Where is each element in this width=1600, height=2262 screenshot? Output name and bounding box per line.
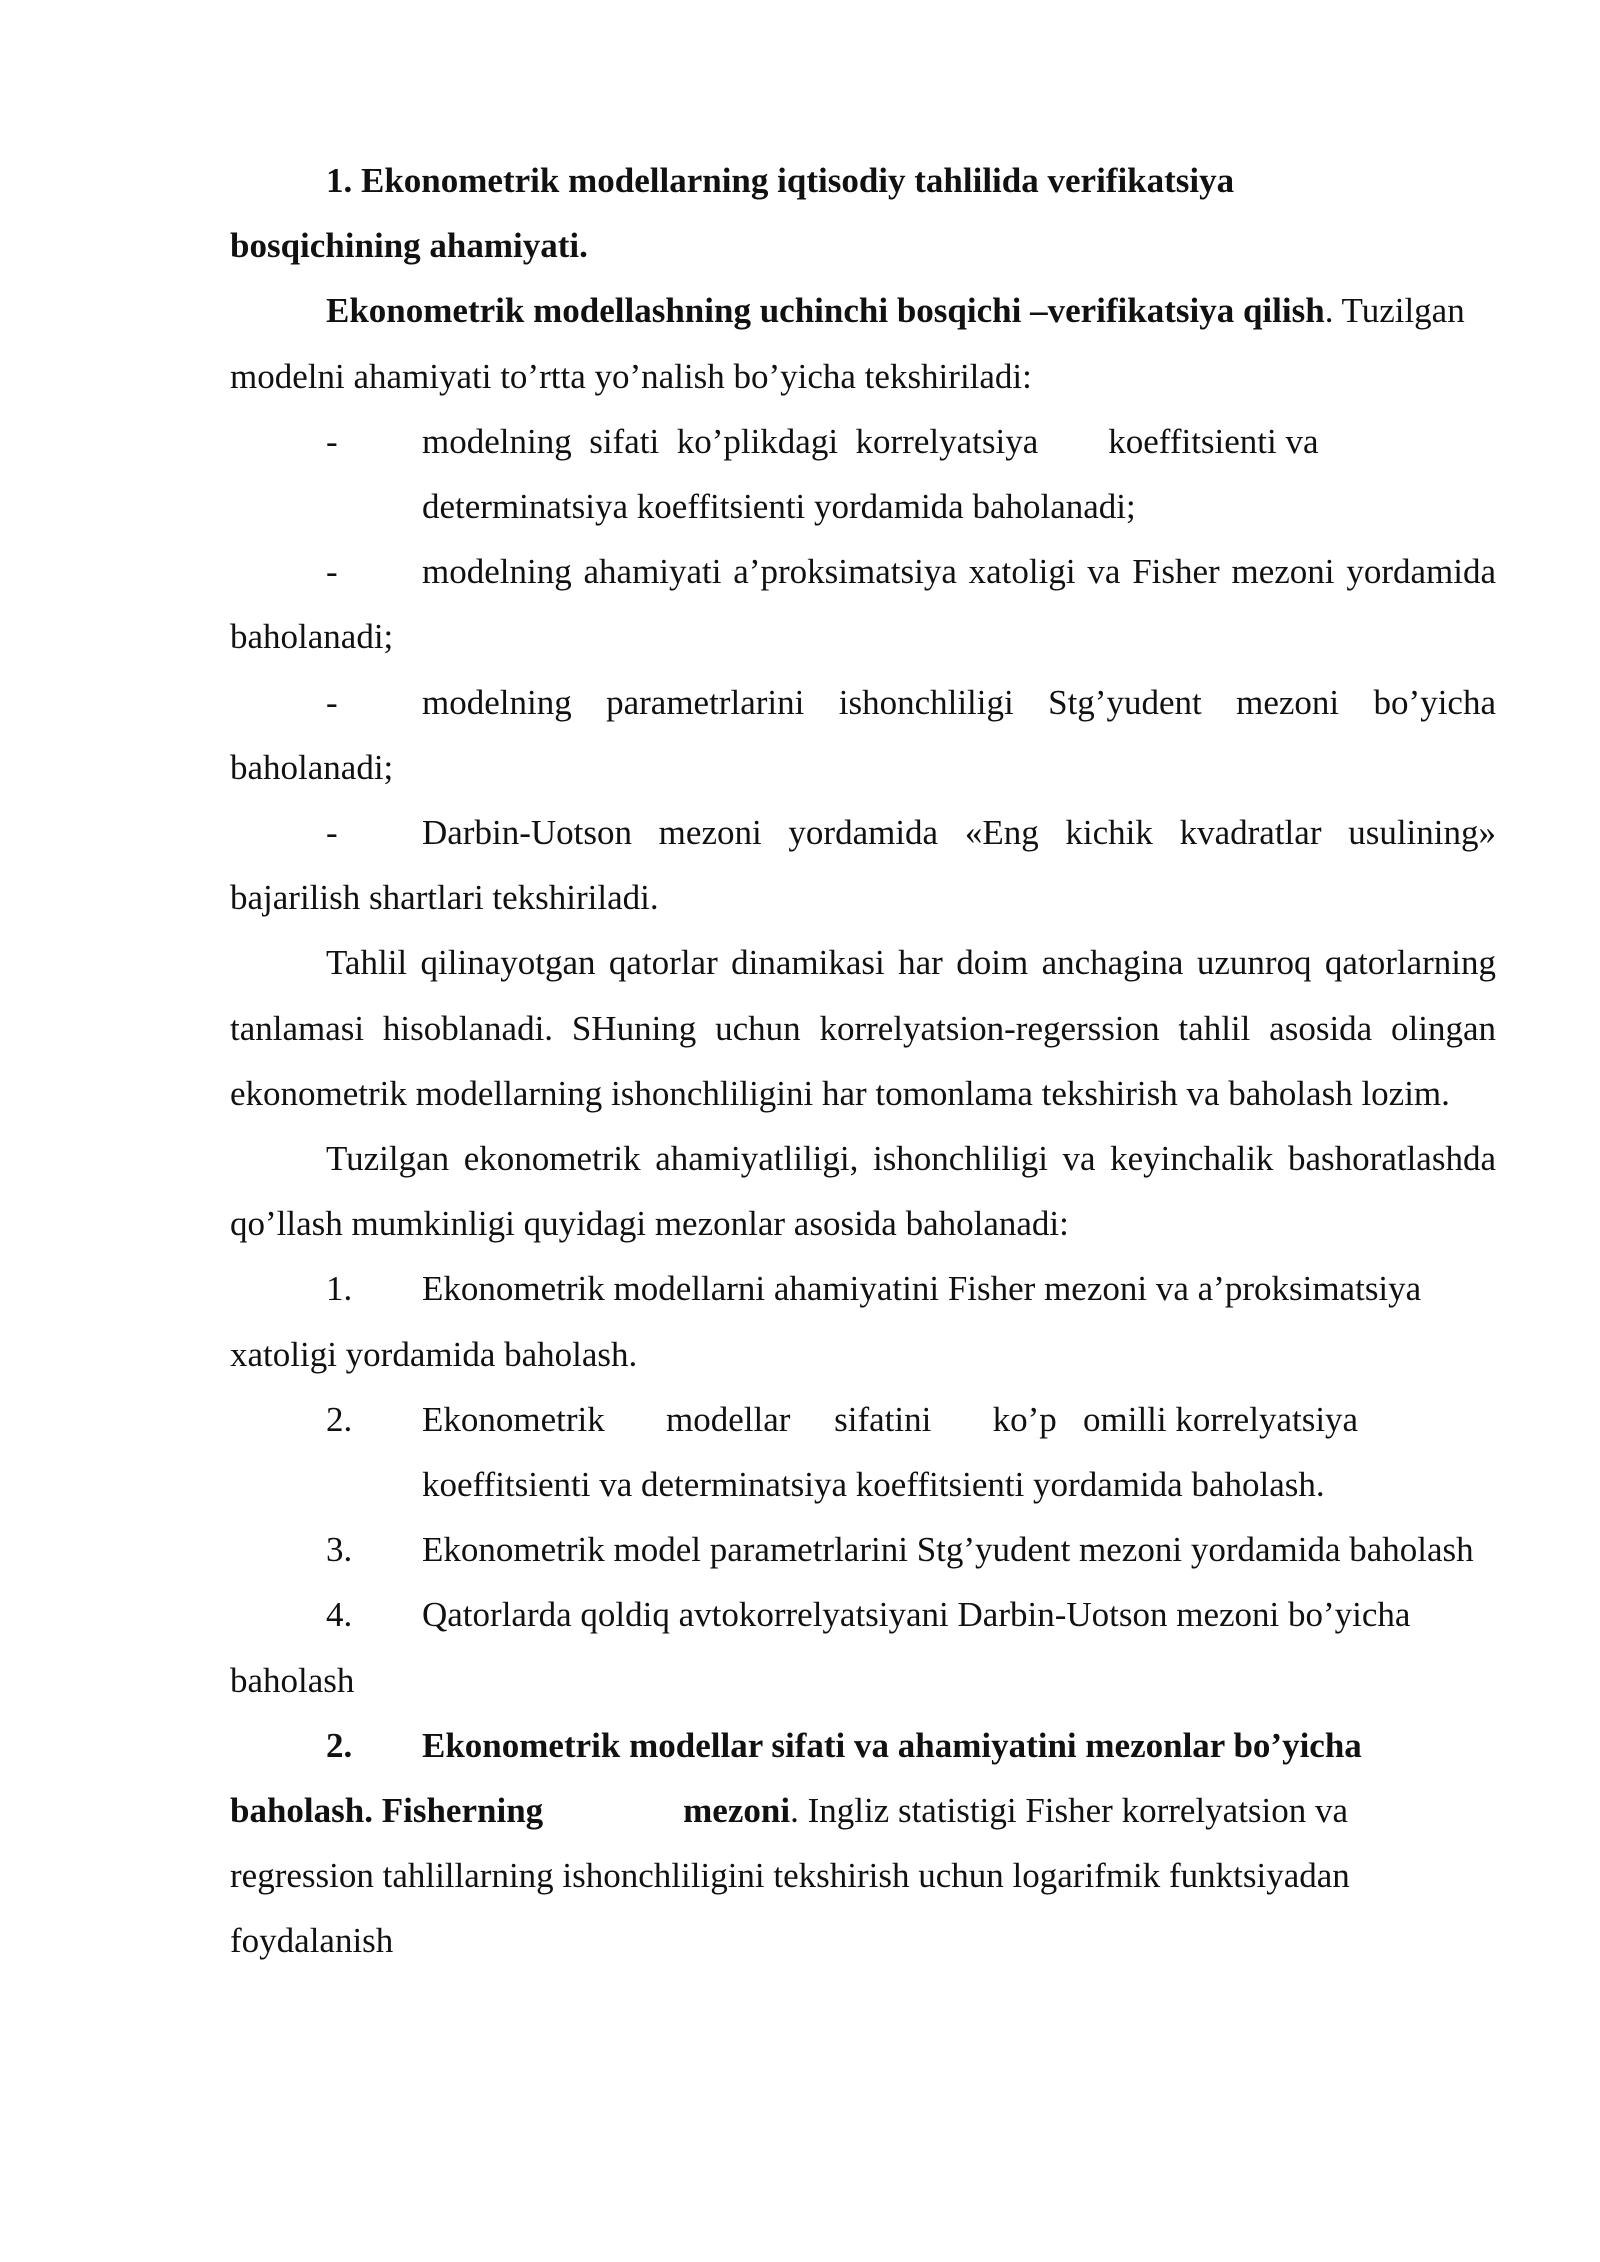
dash-list-item (230, 800, 1496, 930)
numbered-list-item (230, 1517, 1496, 1582)
list-item-text: modelning parametrlarini ishonchliligi Stg’yudent mezoni bo’yicha baholanadi; (230, 682, 1496, 787)
dynamics-paragraph: Tahlil qilinayotgan qatorlar dinamikasi har doim anchagina uzunroq qatorlarning tanlamasi hisoblanadi. SHuning uchun korrelyatsion-regerssion tahlil asosida olingan ekonometrik modellarning ishonchliligini har tomonlama tekshirish va baholash lozim. (230, 943, 1496, 1113)
heading-bold-term: mezoni (683, 1791, 791, 1831)
dash-list-item (230, 539, 1496, 669)
list-marker: - (326, 421, 338, 461)
list-marker: - (326, 682, 338, 722)
list-item-text: Ekonometrik modellarni ahamiyatini Fisher mezoni va a’proksimatsiya xatoligi yordamida baholash. (230, 1269, 1422, 1374)
list-number: 4. (326, 1595, 353, 1635)
heading-title-line-1: Ekonometrik modellarning iqtisodiy tahlilida verifikatsiya (361, 161, 1235, 200)
heading-bold-text: Ekonometrik modellar sifati va ahamiyatini mezonlar bo’yicha baholash. Fisherning (230, 1725, 1362, 1831)
stage-bold-lead: Ekonometrik modellashning uchinchi bosqichi –verifikatsiya qilish (326, 291, 1325, 331)
section-heading-2 (230, 1713, 1496, 1974)
list-item-text: modelning ahamiyati a’proksimatsiya xatoligi va Fisher mezoni yordamida baholanadi; (230, 552, 1496, 657)
criteria-paragraph: Tuzilgan ekonometrik ahamiyatliligi, ishonchliligi va keyinchalik bashoratlashda qo’llash mumkinligi quyidagi mezonlar asosida baholanadi: (230, 1139, 1496, 1244)
heading-number: 2. (326, 1725, 353, 1765)
stage-text: . Tuzilgan modelni ahamiyati to’rtta yo’nalish bo’yicha tekshiriladi: (230, 291, 1465, 396)
section-heading-1 (230, 148, 1496, 278)
heading-continuation-text: . Ingliz statistigi Fisher korrelyatsion va regression tahlillarning ishonchliligini tekshirish uchun logarifmik funktsiyadan foydalanish (230, 1791, 1350, 1961)
list-item-text: Ekonometrik modellar sifatini ko’p omilli korrelyatsiya koeffitsienti va determinatsiya koeffitsienti yordamida baholash. (422, 1399, 1367, 1505)
list-item-text: Darbin-Uotson mezoni yordamida «Eng kichik kvadratlar usulining» bajarilish shartlari tekshiriladi. (230, 813, 1496, 918)
list-number: 3. (326, 1530, 353, 1570)
list-number: 2. (326, 1399, 353, 1439)
stage-paragraph (230, 278, 1496, 408)
numbered-list-item (230, 1256, 1496, 1386)
heading-number: 1. (326, 161, 353, 200)
numbered-list-item (230, 1582, 1496, 1712)
numbered-list-item (230, 1387, 1496, 1517)
list-number: 1. (326, 1269, 353, 1309)
list-item-text: Ekonometrik model parametrlarini Stg’yudent mezoni yordamida baholash (422, 1530, 1474, 1570)
list-marker: - (326, 552, 338, 592)
dash-list-item (230, 670, 1496, 800)
document-page (230, 148, 1496, 1974)
dash-list-item (230, 409, 1496, 539)
list-item-text: modelning sifati ko’plikdagi korrelyatsiya koeffitsienti va determinatsiya koeffitsienti yordamida baholanadi; (422, 421, 1328, 527)
list-item-text: Qatorlarda qoldiq avtokorrelyatsiyani Darbin-Uotson mezoni bo’yicha baholash (230, 1595, 1411, 1700)
heading-title-line-2: bosqichining ahamiyati. (230, 226, 588, 266)
list-marker: - (326, 813, 338, 853)
